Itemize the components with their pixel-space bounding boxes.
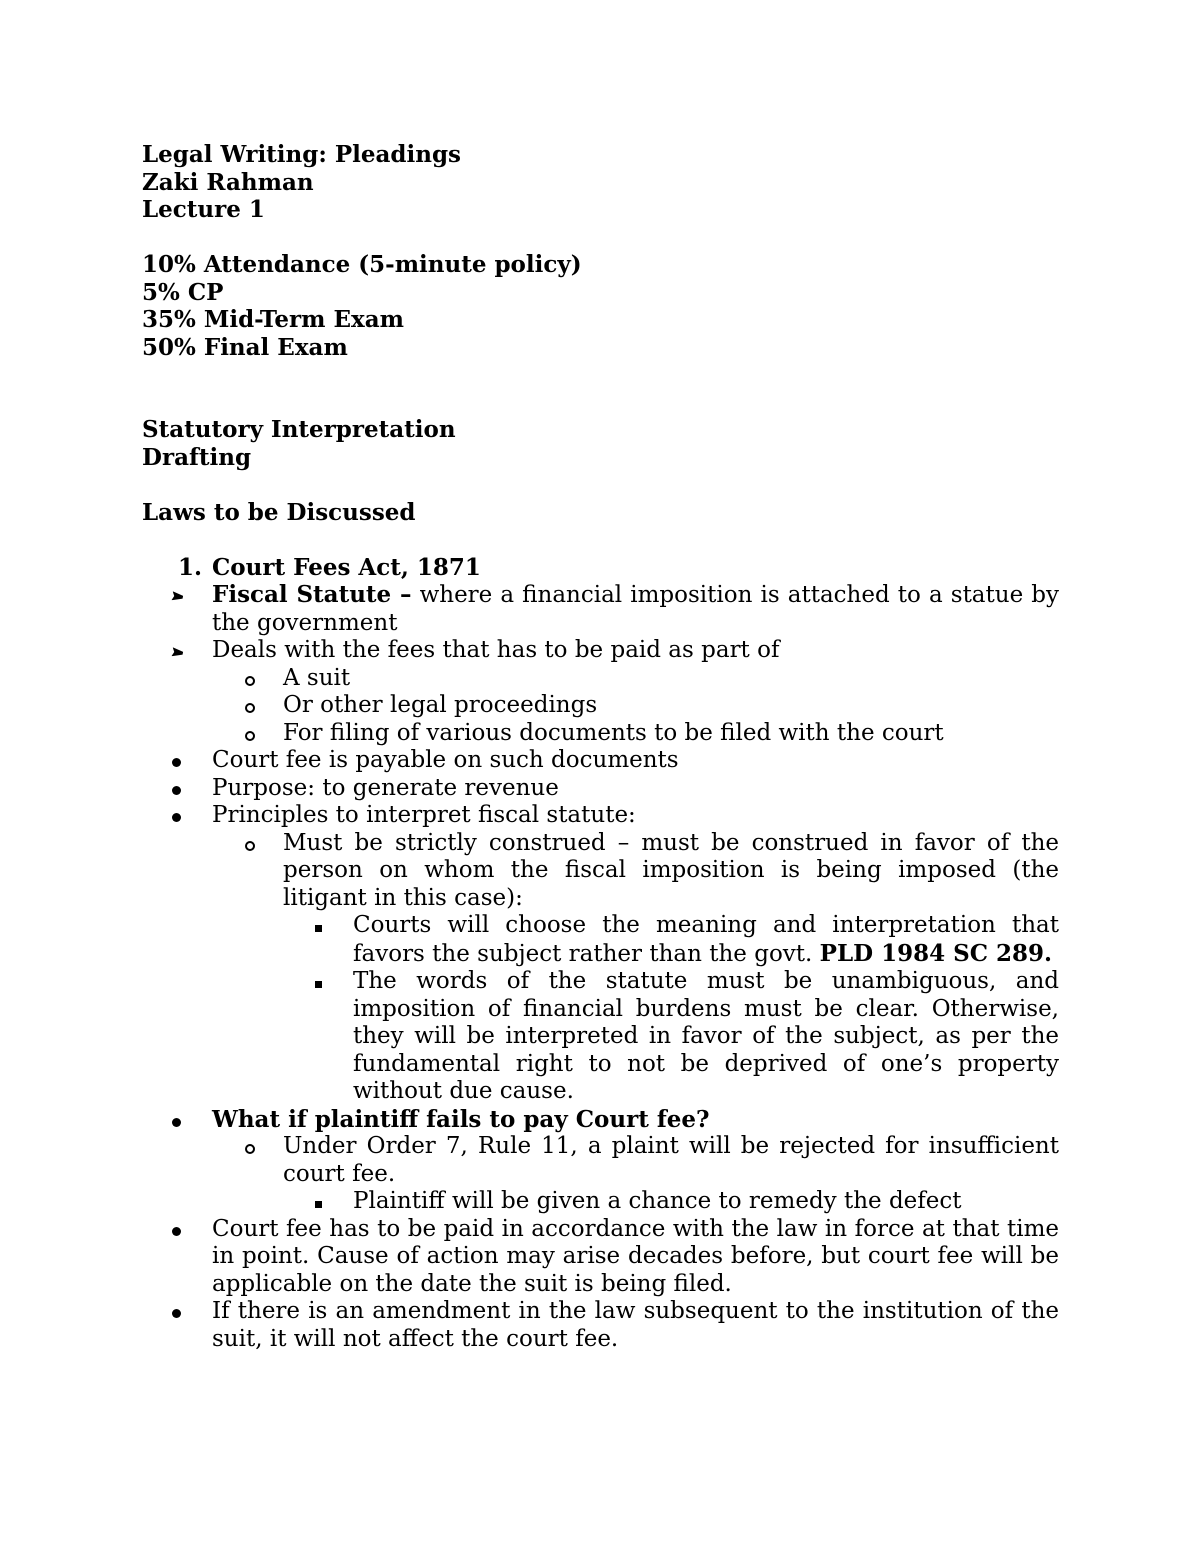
circle-bullet-icon [245, 703, 255, 713]
sub-sub-list-item [142, 912, 1059, 968]
list-item-text: Purpose: to generate revenue [212, 774, 559, 801]
square-bullet-icon [315, 1201, 322, 1208]
square-bullet-icon [315, 925, 322, 932]
lecture-label: Lecture 1 [142, 196, 265, 223]
sub-sub-list-item-text: Plaintiff will be given a chance to remedy the defect [353, 1188, 962, 1214]
topic-item: Statutory Interpretation [142, 416, 456, 443]
grading-item: 50% Final Exam [142, 333, 348, 361]
list-item [142, 1106, 1059, 1134]
sub-list-item-text: Must be strictly construed – must be construed in favor of the person on whom the fiscal imposition is being imposed (the litigant in this case): [283, 829, 1059, 911]
list-item [142, 1216, 1059, 1299]
arrow-bullet-icon [171, 591, 183, 601]
list-item [142, 1298, 1059, 1353]
grading-item: 35% Mid-Term Exam [142, 306, 404, 333]
sub-list-item-text: Or other legal proceedings [283, 692, 598, 718]
grading-item: 5% CP [142, 278, 224, 306]
list-item [142, 802, 1059, 830]
fiscal-statute-definition: where a financial imposition is attached to a statue by the government [212, 582, 1059, 636]
list-item [142, 581, 1059, 637]
item-number: 1. [178, 553, 203, 581]
topic-item: Drafting [142, 443, 252, 471]
sub-list-item-text: For filing of various documents to be filed with the court [283, 719, 944, 746]
sub-list-item [142, 692, 1059, 720]
sub-list-item [142, 1133, 1059, 1188]
round-bullet-icon [172, 758, 181, 767]
case-citation: PLD 1984 SC 289. [819, 939, 1053, 967]
document-page [142, 141, 1059, 1353]
sub-list-item-text: Under Order 7, Rule 11, a plaint will be rejected for insufficient court fee. [283, 1133, 1059, 1187]
question-text: What if plaintiff fails to pay Court fee? [212, 1105, 710, 1133]
sub-sub-list-item [142, 968, 1059, 1106]
list-item [142, 775, 1059, 803]
laws-heading: Laws to be Discussed [142, 498, 416, 526]
list-item-text: Court fee is payable on such documents [212, 747, 679, 773]
author-name: Zaki Rahman [142, 168, 314, 196]
grading-item: 10% Attendance (5-minute policy) [142, 251, 582, 278]
numbered-item [142, 554, 1059, 582]
fiscal-statute-term: Fiscal Statute – [212, 581, 412, 608]
arrow-bullet-icon [171, 647, 183, 657]
round-bullet-icon [172, 813, 181, 822]
list-item-text: Principles to interpret fiscal statute: [212, 802, 636, 828]
circle-bullet-icon [245, 841, 255, 851]
list-item-text: If there is an amendment in the law subsequent to the institution of the suit, it will not affect the court fee. [212, 1298, 1059, 1352]
list-item [142, 637, 1059, 665]
round-bullet-icon [172, 786, 181, 795]
circle-bullet-icon [245, 676, 255, 686]
square-bullet-icon [315, 981, 322, 988]
round-bullet-icon [172, 1309, 181, 1318]
sub-sub-list-item-text: Courts will choose the meaning and interpretation that favors the subject rather than the govt. [353, 912, 1059, 967]
circle-bullet-icon [245, 731, 255, 741]
sub-list-item [142, 830, 1059, 913]
document-title: Legal Writing: Pleadings [142, 141, 461, 168]
circle-bullet-icon [245, 1144, 255, 1154]
sub-sub-list-item-text: The words of the statute must be unambiguous, and imposition of financial burdens must be clear. Otherwise, they will be interpreted in favor of the subject, as per the fundamental right to not be deprived of one’s property without due cause. [353, 968, 1059, 1104]
sub-list-item [142, 665, 1059, 693]
sub-sub-list-item [142, 1188, 1059, 1216]
list-item-text: Court fee has to be paid in accordance with the law in force at that time in point. Cause of action may arise decades before, but court fee will be applicable on the date the suit is being filed. [212, 1215, 1059, 1297]
round-bullet-icon [172, 1227, 181, 1236]
round-bullet-icon [172, 1118, 181, 1127]
law-title: Court Fees Act, 1871 [212, 553, 481, 581]
sub-list-item-text: A suit [283, 664, 351, 691]
list-item [142, 747, 1059, 775]
sub-list-item [142, 720, 1059, 748]
list-item-text: Deals with the fees that has to be paid as part of [212, 637, 780, 663]
